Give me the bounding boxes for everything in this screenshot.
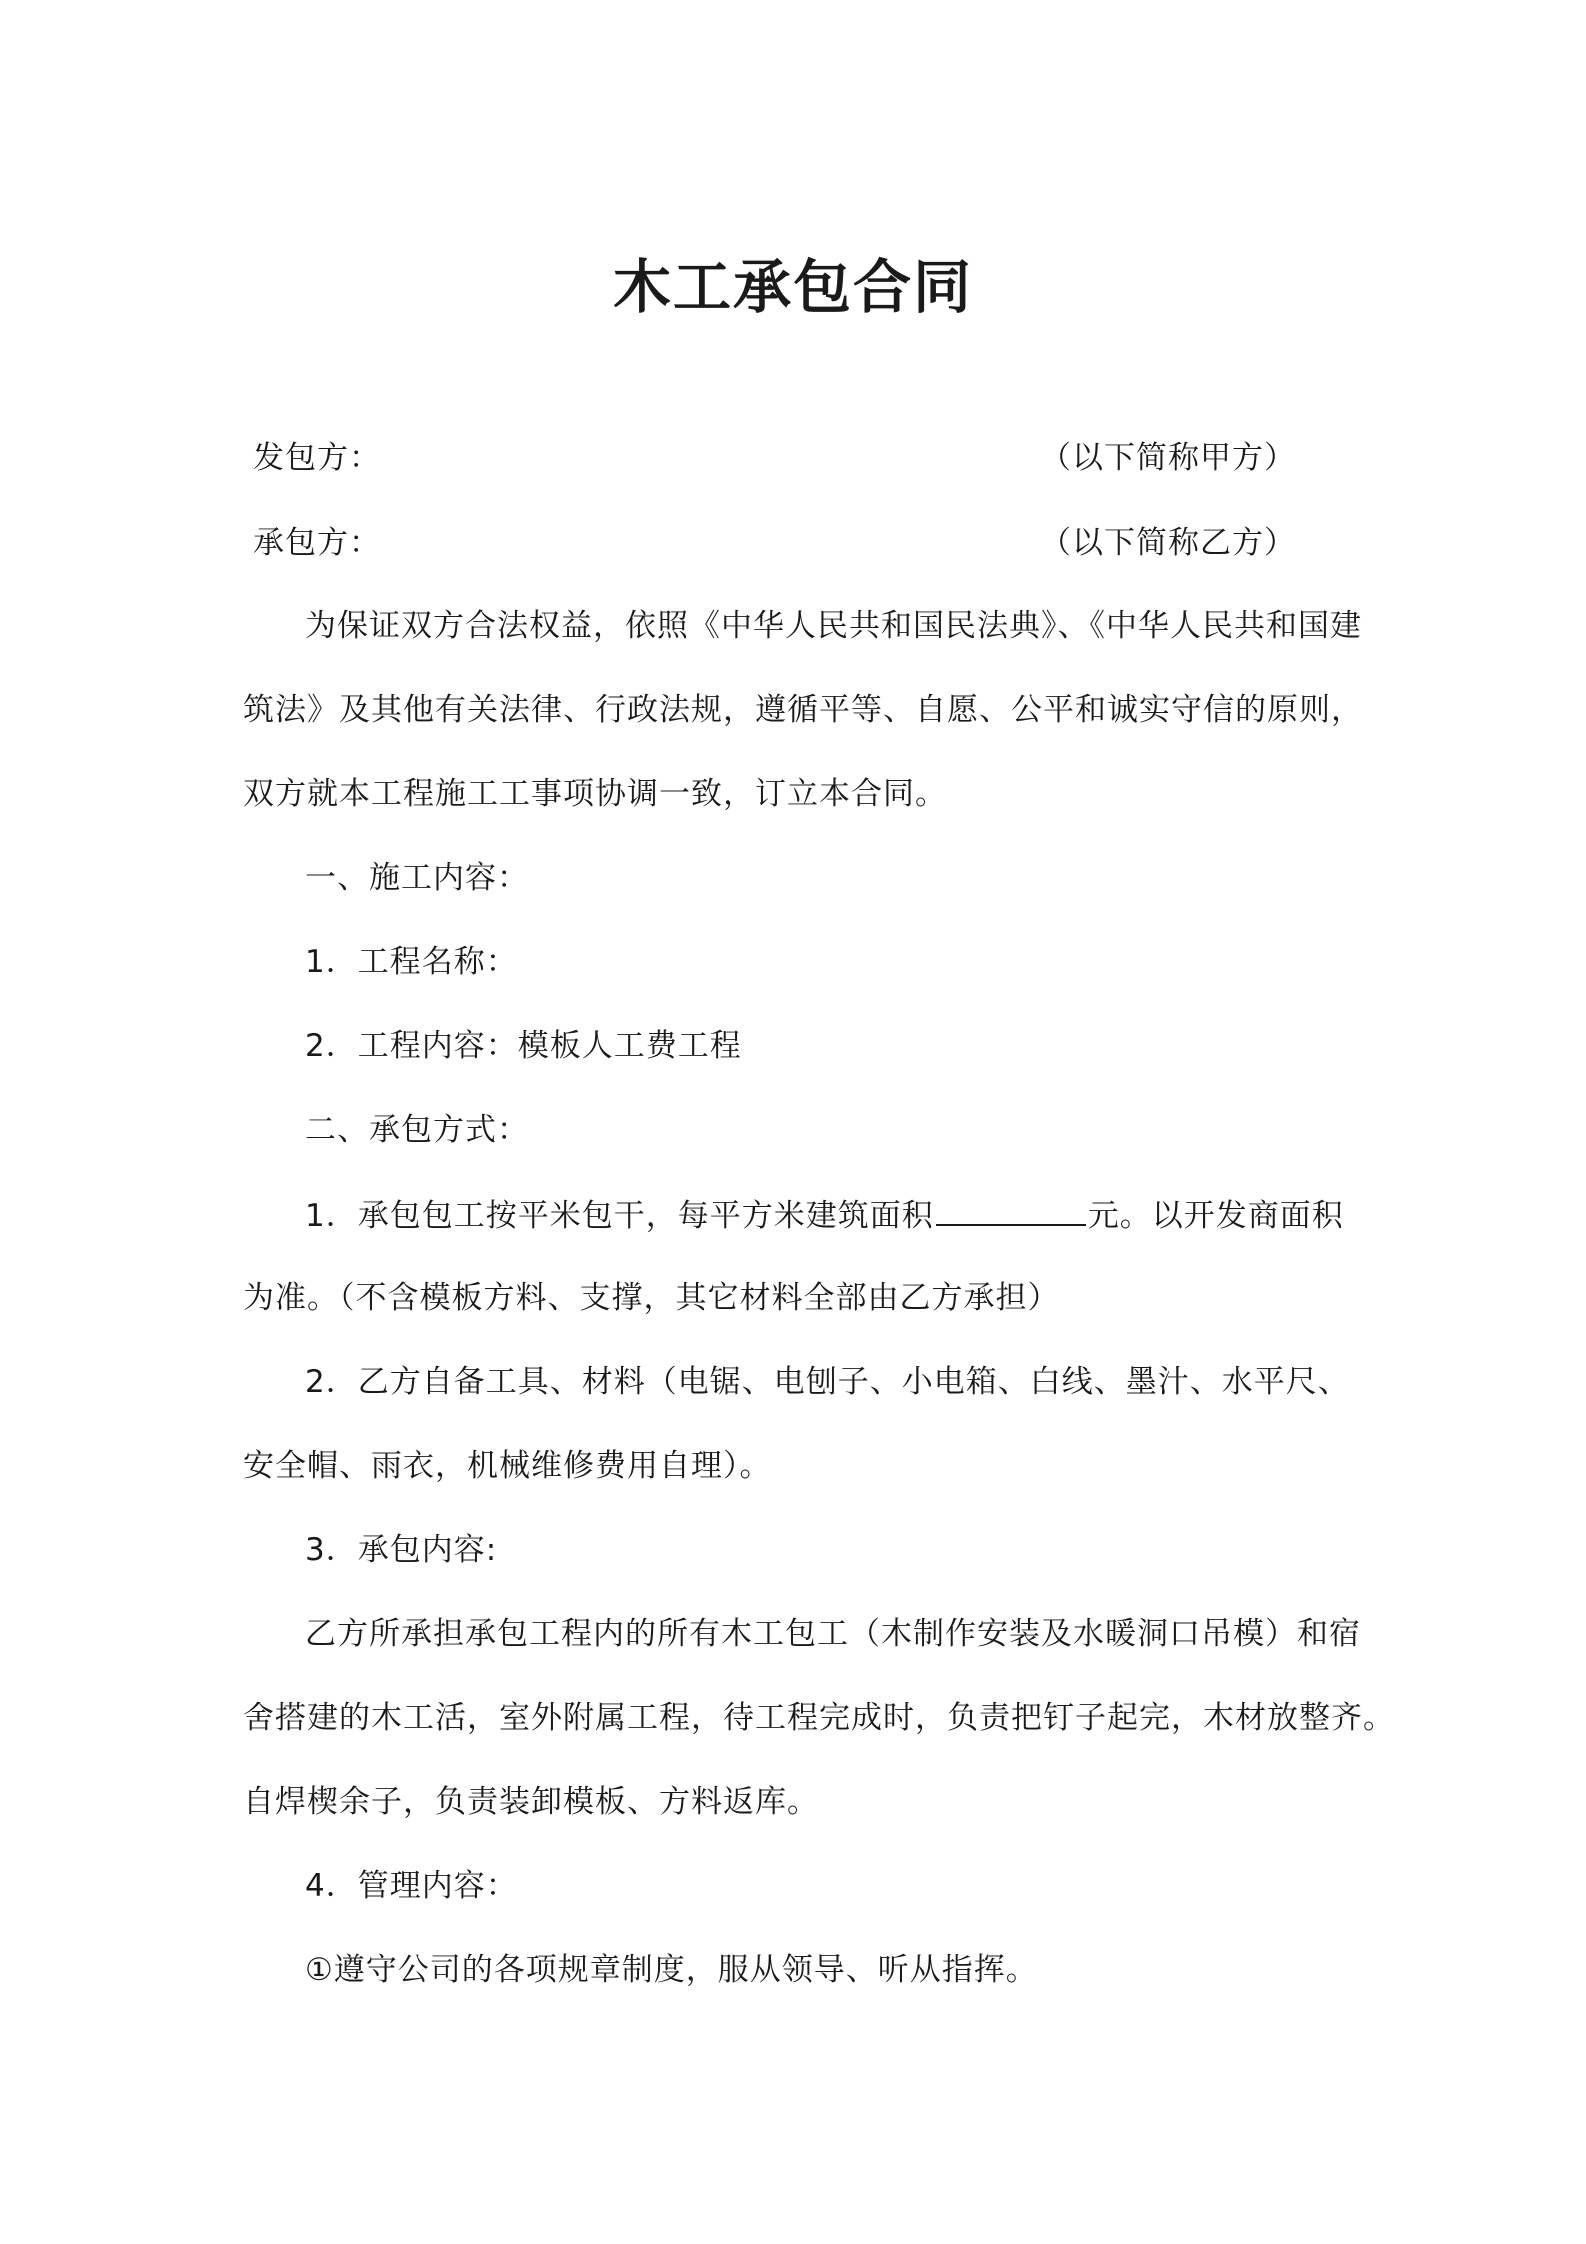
item-2-1 (305, 1192, 1344, 1238)
item-2-1-continuation: 为准。（不含模板方料、支撑，其它材料全部由乙方承担） (243, 1280, 1060, 1316)
party-b-note: （以下简称乙方） (1040, 525, 1296, 561)
item-1-1: 1．工程名称： (305, 944, 518, 980)
party-a-label: 发包方： (253, 440, 381, 476)
document-title: 木工承包合同 (612, 253, 973, 321)
item-2-4: 4．管理内容： (305, 1868, 518, 1904)
party-b-label: 承包方： (253, 525, 381, 561)
item-2-4-1: ①遵守公司的各项规章制度，服从领导、听从指挥。 (305, 1952, 1038, 1988)
item-2-3-body-1: 乙方所承担承包工程内的所有木工包工（木制作安装及水暖洞口吊模）和宿 (305, 1616, 1361, 1652)
item-2-2: 2．乙方自备工具、材料（电锯、电刨子、小电箱、白线、墨汁、水平尺、 (305, 1364, 1350, 1400)
item-2-3: 3．承包内容: (305, 1532, 498, 1568)
item-2-3-body-2: 舍搭建的木工活，室外附属工程，待工程完成时，负责把钉子起完，木材放整齐。 (243, 1700, 1395, 1736)
preamble-line-2: 筑法》及其他有关法律、行政法规，遵循平等、自愿、公平和诚实守信的原则， (243, 692, 1363, 728)
preamble-line-1: 为保证双方合法权益，依照《中华人民共和国民法典》、《中华人民共和国建 (305, 608, 1362, 644)
preamble-line-3: 双方就本工程施工工事项协调一致，订立本合同。 (243, 776, 947, 812)
party-a-note: （以下简称甲方） (1040, 440, 1296, 476)
item-2-2-continuation: 安全帽、雨衣，机械维修费用自理）。 (243, 1448, 772, 1484)
item-2-1-text-after: 元。以开发商面积 (1087, 1198, 1344, 1234)
section-2-heading: 二、承包方式： (305, 1112, 529, 1148)
item-1-2: 2．工程内容：模板人工费工程 (305, 1028, 742, 1064)
item-2-3-body-3: 自焊楔余子，负责装卸模板、方料返库。 (243, 1784, 819, 1820)
price-blank-field[interactable] (936, 1192, 1086, 1226)
section-1-heading: 一、施工内容： (305, 860, 529, 896)
item-2-1-text-before: 1．承包包工按平米包干，每平方米建筑面积 (305, 1198, 934, 1234)
